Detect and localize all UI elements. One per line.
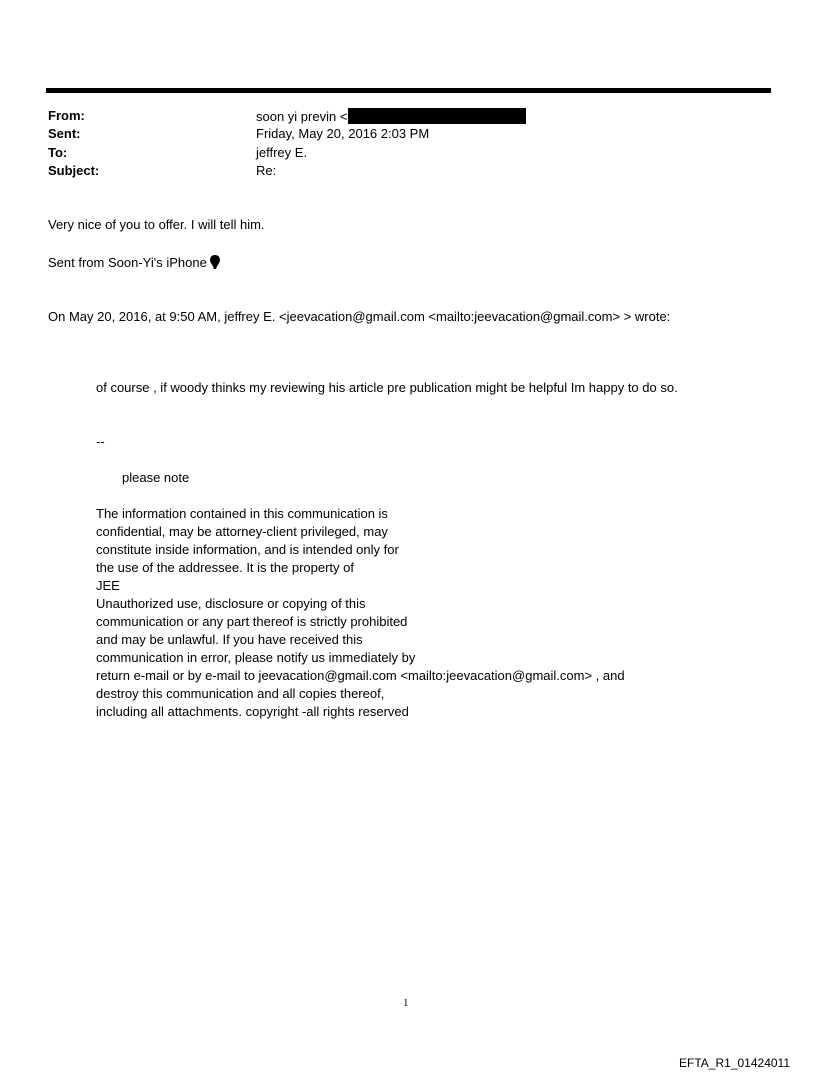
disclaimer-line: destroy this communication and all copies thereof, — [96, 686, 385, 701]
quoted-message: of course , if woody thinks my reviewing his article pre publication might be helpful Im happy to do so. — [96, 380, 678, 395]
sent-value: Friday, May 20, 2016 2:03 PM — [256, 126, 430, 141]
disclaimer-line: communication in error, please notify us immediately by — [96, 650, 416, 665]
disclaimer-line: communication or any part thereof is strictly prohibited — [96, 614, 408, 629]
disclaimer-line: The information contained in this communication is — [96, 506, 388, 521]
page-number: 1 — [403, 997, 409, 1009]
sent-label: Sent: — [48, 126, 81, 141]
please-note: please note — [122, 470, 190, 485]
signature-line — [48, 255, 220, 272]
header-rule — [46, 88, 771, 93]
from-name: soon yi previn < — [256, 109, 348, 124]
signature-text: Sent from Soon-Yi's iPhone — [48, 255, 207, 270]
subject-label: Subject: — [48, 163, 100, 178]
disclaimer-line: constitute inside information, and is intended only for — [96, 542, 399, 557]
map-pin-icon — [210, 255, 220, 272]
from-value — [256, 108, 526, 124]
disclaimer-line: confidential, may be attorney-client privileged, may — [96, 524, 388, 539]
disclaimer-block — [96, 505, 625, 721]
disclaimer-line: and may be unlawful. If you have received this — [96, 632, 363, 647]
to-value: jeffrey E. — [256, 145, 308, 160]
signature-separator: -- — [96, 434, 105, 449]
disclaimer-line: return e-mail or by e-mail to jeevacation@gmail.com <mailto:jeevacation@gmail.com> , and — [96, 668, 625, 683]
disclaimer-line: including all attachments. copyright -all rights reserved — [96, 704, 409, 719]
bates-id: EFTA_R1_01424011 — [679, 1056, 790, 1070]
to-label: To: — [48, 145, 68, 160]
subject-value: Re: — [256, 163, 277, 178]
disclaimer-line: the use of the addressee. It is the property of — [96, 560, 354, 575]
quote-header: On May 20, 2016, at 9:50 AM, jeffrey E. <jeevacation@gmail.com <mailto:jeevacation@gmail.com> > wrote: — [48, 309, 671, 324]
from-label: From: — [48, 108, 85, 123]
reply-text: Very nice of you to offer. I will tell him. — [48, 217, 265, 232]
disclaimer-line: JEE — [96, 578, 120, 593]
disclaimer-line: Unauthorized use, disclosure or copying of this — [96, 596, 366, 611]
redacted-email-box — [348, 108, 526, 124]
